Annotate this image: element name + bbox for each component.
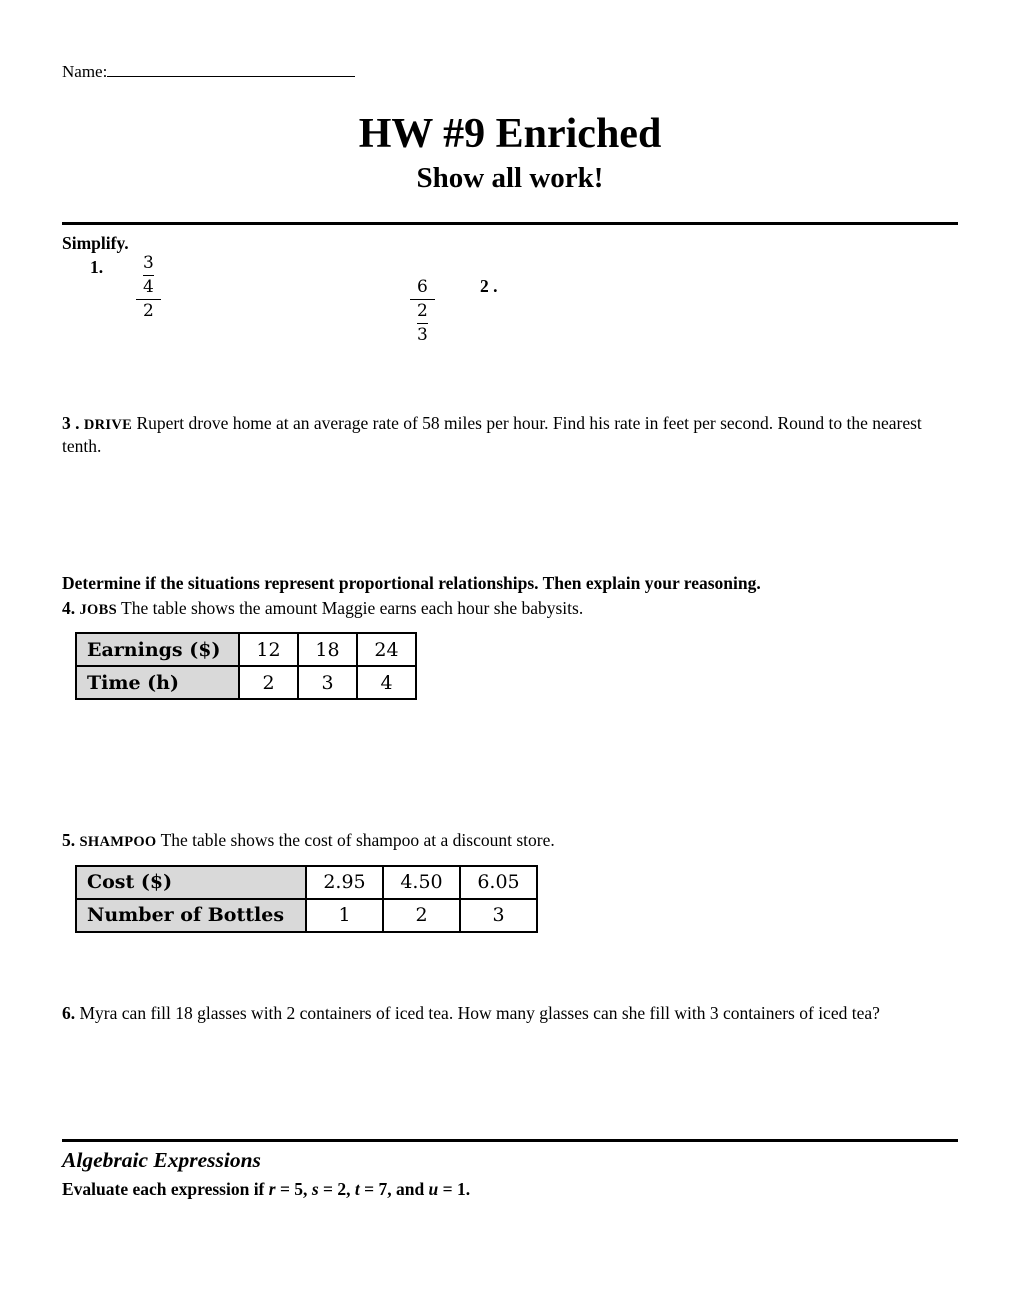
page-subtitle: Show all work! — [416, 162, 604, 195]
problem-3-keyword: DRIVE — [83, 416, 133, 433]
simplify-problems — [62, 254, 958, 404]
val-s: = 2, — [323, 1178, 351, 1199]
shampoo-cost-value: 6.05 — [460, 866, 537, 899]
table-row — [76, 866, 537, 899]
jobs-earnings-value: 18 — [298, 633, 357, 666]
shampoo-table — [75, 865, 538, 933]
var-t: t — [354, 1178, 360, 1199]
val-r: = 5, — [279, 1178, 308, 1199]
jobs-time-label: Time (h) — [76, 666, 239, 699]
val-u: = 1. — [442, 1178, 471, 1199]
problem-4-number: 4. — [62, 597, 76, 618]
fraction-bar — [136, 299, 161, 300]
problem-4 — [62, 597, 958, 621]
fraction-numerator: 6 — [417, 276, 428, 297]
problem-3-text: Rupert drove home at an average rate of 58 miles per hour. Find his rate in feet per second. Round to the nearest tenth. — [62, 412, 922, 457]
fraction-denominator: 4 — [143, 276, 154, 297]
shampoo-bottles-label: Number of Bottles — [76, 899, 306, 932]
jobs-time-value: 3 — [298, 666, 357, 699]
name-blank-line — [107, 62, 355, 77]
problem-4-text: The table shows the amount Maggie earns each hour she babysits. — [121, 597, 584, 618]
fraction-bar — [417, 323, 428, 324]
table-row — [76, 666, 416, 699]
fraction-numerator: 2 — [417, 300, 428, 321]
section-divider-bottom — [62, 1139, 958, 1142]
section-divider-top — [62, 222, 958, 225]
shampoo-cost-label: Cost ($) — [76, 866, 306, 899]
problem-1-fraction — [136, 254, 161, 321]
algebra-heading: Algebraic Expressions — [62, 1147, 261, 1172]
problem-5-number: 5. — [62, 830, 76, 851]
problem-2-fraction — [410, 278, 435, 345]
problem-2-number: 2 . — [480, 275, 498, 296]
shampoo-bottles-value: 3 — [460, 899, 537, 932]
problem-1-inner-fraction — [143, 254, 154, 297]
jobs-table — [75, 632, 417, 700]
problem-5-text: The table shows the cost of shampoo at a discount store. — [160, 830, 555, 851]
fraction-denominator: 3 — [417, 324, 428, 345]
problem-5-keyword: SHAMPOO — [79, 834, 157, 851]
shampoo-cost-value: 2.95 — [306, 866, 383, 899]
name-line — [62, 62, 958, 82]
var-r: r — [268, 1178, 276, 1199]
table-row — [76, 633, 416, 666]
evaluate-prefix: Evaluate each expression if — [62, 1178, 265, 1199]
name-label: Name: — [62, 62, 108, 81]
shampoo-bottles-value: 2 — [383, 899, 460, 932]
proportional-instruction: Determine if the situations represent proportional relationships. Then explain your reasoning. — [62, 572, 761, 593]
val-t: = 7, and — [364, 1178, 425, 1199]
table-row — [76, 899, 537, 932]
fraction-bar — [143, 275, 154, 276]
fraction-denominator: 2 — [143, 300, 154, 321]
var-s: s — [311, 1178, 319, 1199]
problem-6 — [62, 1002, 958, 1026]
fraction-numerator: 3 — [143, 252, 154, 273]
evaluate-instruction — [62, 1179, 958, 1200]
jobs-time-value: 2 — [239, 666, 298, 699]
problem-2-inner-fraction — [417, 302, 428, 345]
problem-1-number: 1. — [90, 256, 104, 277]
problem-3-number: 3 . — [62, 412, 80, 433]
jobs-earnings-label: Earnings ($) — [76, 633, 239, 666]
var-u: u — [428, 1178, 439, 1199]
problem-4-keyword: JOBS — [79, 601, 117, 618]
shampoo-bottles-value: 1 — [306, 899, 383, 932]
jobs-earnings-value: 24 — [357, 633, 416, 666]
problem-3 — [62, 412, 958, 459]
page-title: HW #9 Enriched — [358, 111, 662, 157]
fraction-bar — [410, 299, 435, 300]
jobs-earnings-value: 12 — [239, 633, 298, 666]
problem-6-text: Myra can fill 18 glasses with 2 containers of iced tea. How many glasses can she fill with 3 containers of iced tea? — [79, 1002, 880, 1023]
simplify-heading: Simplify. — [62, 232, 129, 253]
shampoo-cost-value: 4.50 — [383, 866, 460, 899]
problem-6-number: 6. — [62, 1002, 76, 1023]
jobs-time-value: 4 — [357, 666, 416, 699]
problem-5 — [62, 829, 958, 853]
